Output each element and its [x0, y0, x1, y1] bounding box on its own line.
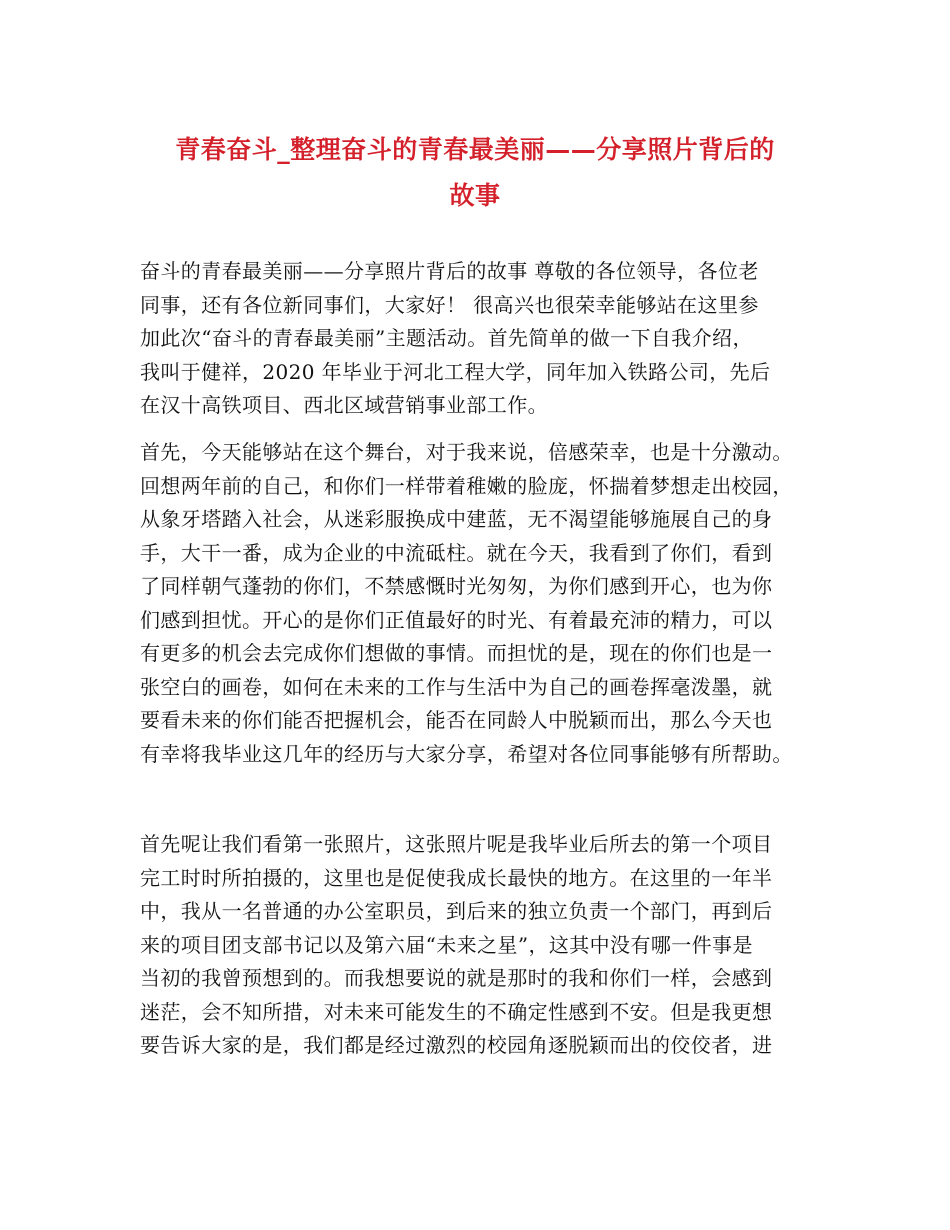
paragraph-line: 手，大干一番，成为企业的中流砥柱。就在今天，我看到了你们，看到 [140, 540, 773, 565]
paragraph-line: 当初的我曾预想到的。而我想要说的就是那时的我和你们一样，会感到 [140, 966, 773, 990]
paragraph-1 [140, 255, 830, 423]
paragraph-line: 在汉十高铁项目、西北区域营销事业部工作。 [140, 393, 548, 417]
paragraph-line: 迷茫，会不知所措，对未来可能发生的不确定性感到不安。但是我更想 [140, 999, 773, 1024]
paragraph-line: 从象牙塔踏入社会，从迷彩服换成中建蓝，无不渴望能够施展自己的身 [140, 507, 773, 531]
paragraph-2 [140, 436, 830, 771]
paragraph-line: 回想两年前的自己，和你们一样带着稚嫩的脸庞，怀揣着梦想走出校园， [140, 473, 793, 498]
paragraph-line: 有更多的机会去完成你们想做的事情。而担忧的是，现在的你们也是一 [140, 641, 773, 665]
paragraph-3 [140, 828, 830, 1063]
paragraph-line: 首先呢让我们看第一张照片，这张照片呢是我毕业后所去的第一个项目 [140, 832, 773, 856]
paragraph-line: 我叫于健祥，2020 年毕业于河北工程大学，同年加入铁路公司，先后 [140, 359, 771, 384]
paragraph-line: 同事，还有各位新同事们，大家好！ 很高兴也很荣幸能够站在这里参 [140, 292, 759, 317]
paragraph-line: 们感到担忧。开心的是你们正值最好的时光、有着最充沛的精力，可以 [140, 607, 773, 632]
paragraph-line: 了同样朝气蓬勃的你们，不禁感慨时光匆匆，为你们感到开心，也为你 [140, 574, 773, 598]
paragraph-line: 来的项目团支部书记以及第六届“未来之星”，这其中没有哪一件事是 [140, 932, 753, 957]
paragraph-line: 奋斗的青春最美丽——分享照片背后的故事 尊敬的各位领导，各位老 [140, 259, 759, 283]
paragraph-line: 张空白的画卷，如何在未来的工作与生活中为自己的画卷挥毫泼墨，就 [140, 674, 773, 699]
paragraph-line: 首先，今天能够站在这个舞台，对于我来说，倍感荣幸，也是十分激动。 [140, 440, 793, 464]
document-title-line-1: 青春奋斗_整理奋斗的青春最美丽——分享照片背后的 [175, 135, 775, 164]
paragraph-line: 完工时时所拍摄的，这里也是促使我成长最快的地方。在这里的一年半 [140, 865, 773, 890]
document-title-line-2: 故事 [449, 181, 501, 210]
paragraph-line: 要看未来的你们能否把握机会，能否在同龄人中脱颖而出，那么今天也 [140, 708, 773, 732]
paragraph-line: 要告诉大家的是，我们都是经过激烈的校园角逐脱颖而出的佼佼者，进 [140, 1033, 773, 1057]
paragraph-line: 有幸将我毕业这几年的经历与大家分享，希望对各位同事能够有所帮助。 [140, 741, 793, 766]
paragraph-line: 加此次“奋斗的青春最美丽”主题活动。首先简单的做一下自我介绍， [140, 326, 753, 350]
paragraph-line: 中，我从一名普通的办公室职员，到后来的独立负责一个部门，再到后 [140, 899, 773, 923]
